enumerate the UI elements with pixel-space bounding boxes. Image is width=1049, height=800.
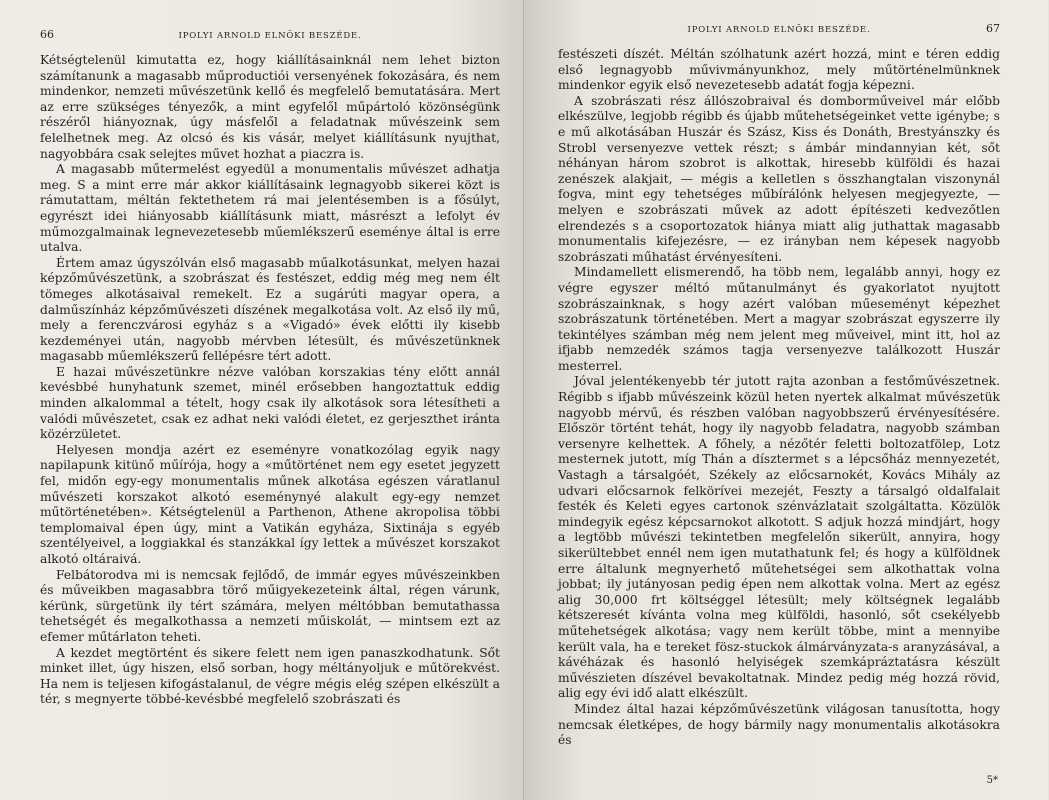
right-running-title: IPOLYI ARNOLD ELNÖKI BESZÉDE. [687,25,871,35]
right-running-head [558,22,1000,35]
paragraph: Mindamellett elismerendő, ha több nem, legalább annyi, hogy ez végre egyszer méltó műtanulmányt és gyakorlatot nyujtott szobrászainknak, s hogy azért valóban műeseményt képezhet szobrászatunk történetében. Mert a magyar szobrászat egyszerre ily tekintélyes számban még nem jelent meg műveivel, mint itt, hol az ifjabb nemzedék számos tagja versenyezve találkozott Huszár mesterrel. [558,265,1000,373]
left-page [0,0,524,800]
left-page-number: 66 [40,28,54,41]
right-body-text [558,47,1000,749]
printer-signature-mark: 5* [986,775,998,786]
paragraph: A szobrászati rész állószobraival és domborműveivel már előbb elkészülve, legjobb régibb és újabb műtehetségeinket vette igénybe; s e mű alkotásában Huszár és Szász, Kiss és Donáth, Brestyánszky és Strobl versenyezve vettek részt; s ámbár mindannyian két, sőt néhányan három szobrot is alkottak, hiresebb külföldi és hazai zenészek alakjait, — mégis a kelletlen s összhangtalan viszonynál fogva, mint egy tehetséges műbírálónk helyesen megjegyezte, — melyen e szobrászati művek az adott építészeti kedvezőtlen elrendezés s a csoportozatok hiánya miatt alig juthattak magasabb monumentalis kifejezésre, — ez irányban nem képesek nagyobb szobrászati műhatást érvényesíteni. [558,93,1000,264]
paragraph: A magasabb műtermelést egyedül a monumentalis művészet adhatja meg. S a mint erre már akkor kiállításaink legnagyobb sikerei közt is rámutattam, méltán fektethetem rá mai jelentésemben is a fősúlyt, egyrészt idei hiányosabb kiállításunk miatt, másrészt a lefolyt év műmozgalmainak legnevezetesebb műemlékszerű eseménye által is erre utalva. [40,162,500,255]
paragraph: Helyesen mondja azért ez eseményre vonatkozólag egyik nagy napilapunk kitünő műírója, hogy a «műtörténet nem egy esetet jegyzett fel, midőn egy-egy monumentalis műnek alkotása egészen váratlanul művészeti korszakot alkotó eseménynyé alakult egy-egy nemzet műtörténetében». Kétségtelenül a Parthenon, Athene akropolisa többi templomaival épen úgy, mint a Vatikán egyháza, Sixtinája s egyéb szentélyeivel, a loggiakkal és stanzákkal így lettek a művészet korszakot alkotó oltáraivá. [40,442,500,566]
paragraph: Jóval jelentékenyebb tér jutott rajta azonban a festőművészetnek. Régibb s ifjabb művészeink közül heten nyertek alkalmat művészetük nagyobb mérvű, és részben valóban nagyobbszerű érvényesítésére. Először történt tehát, hogy ily nagyobb feladatra, nagyobb számban versenyre kelhettek. A főhely, a nézőtér feletti boltozatfölep, Lotz mesternek jutott, míg Thán a dísztermet s a lépcsőház mennyezetét, Vastagh a társalgóét, Székely az előcsarnokét, Kovács Mihály az udvari előcsarnok felkörívei mezejét, Feszty a társalgó oldalfalait festék és Keleti egyes cartonok szénvázlatait szolgáltatta. Közülök mindegyik egész képcsarnokot alkotott. S adjuk hozzá mindjárt, hogy a legtöbb művészi tekintetben megfelelőn sikerült, annyira, hogy sikerültebbet ennél nem igen mutathatunk fel; és hogy a külföldnek erre általunk megnyerhető műtehetségei sem alkothattak volna jobbat; ily jutányosan pedig épen nem alkottak volna. Mert az egész alig 30,000 frt költséggel létesült; mely költségnek legalább kétszeresét kívánta volna meg külföldi, hasonló, sőt csekélyebb műtehetségek alkotása; vagy nem került többe, mint a mennyibe került vala, ha e tereket fösz-stuckok álmárványzata-s aranyzásával, a kávéházak és hasonló helyiségek szemkápráztatásra készült művészieten díszével bevakoltatnak. Mindez pedig még hozzá rövid, alig egy évi idő alatt elkészült. [558,374,1000,701]
left-running-title: IPOLYI ARNOLD ELNÖKI BESZÉDE. [178,31,362,41]
paragraph: A kezdet megtörtént és sikere felett nem igen panaszkodhatunk. Sőt minket illet, úgy hiszen, első sorban, hogy méltányoljuk e műtörekvést. Ha nem is teljesen kifogástalanul, de végre mégis elég szépen elkészült a tér, s megnyerte többé-kevésbbé megfelelő szobrászati és [40,645,500,707]
left-running-head [40,28,500,41]
right-page-number: 67 [986,22,1000,35]
paragraph: Értem amaz úgyszólván első magasabb műalkotásunkat, melyen hazai képzőművészetünk, a szobrászat és festészet, eddig még meg nem élt tömeges alkotásaival remekelt. Ez a sugárúti magyar opera, a dalműszínház képzőművészeti díszének megalkotása volt. Az első ily mű, mely a ferenczvárosi egyház s a «Vigadó» évek előtti ily kisebb kezdeményei után, nagyobb mérvben létesült, és művészetünknek magasabb műemlékszerű fellépésre tért adott. [40,255,500,364]
paragraph: festészeti díszét. Méltán szólhatunk azért hozzá, mint e téren eddig első legnagyobb művivmányunkhoz, mely műtörténelmünknek mindenkor egyik első nevezetesebb adatát fogja képezni. [558,47,1000,93]
left-body-text [40,53,500,708]
paragraph: Felbátorodva mi is nemcsak fejlődő, de immár egyes művészeinkben és műveikben magasabbra törő műigyekezeteink által, régen várunk, kérünk, sürgetünk ily tért számára, melyen méltóbban bemutathassa tehetségét és megalkothassa a nemzeti műiskolát, — mintsem ezt az efemer műtárlaton teheti. [40,567,500,644]
paragraph: E hazai művészetünkre nézve valóban korszakias tény előtt annál kevésbbé hunyhatunk szemet, minél erősebben hangoztattuk eddig minden alkalommal a tételt, hogy csak ily alkotások sora létesítheti a valódi művészetet, csak ez adhat neki valódi életet, ez gerjeszthet irántа közérzületet. [40,364,500,442]
paragraph: Mindez által hazai képzőművészetünk világosan tanusította, hogy nemcsak életképes, de hogy bármily nagy monumentalis alkotásokra és [558,701,1000,748]
right-page [524,0,1048,800]
paragraph: Kétségtelenül kimutatta ez, hogy kiállításainknál nem lehet bizton számítanunk a magasabb műproductiói versenyének fokozására, és nem mindenkor, nemzeti művészetünk kellő és megfelelő bemutatására. Mert az erre szükséges tényezők, a mint egyfelől műpártoló közönségünk részéről hiányoznak, úgy másfelől a feladatnak művészeink sem felelhetnek meg. Az olcsó és kis vásár, melyet kiállításunk nyujthat, nagyobbára csak selejtes művet hozhat a piaczra is. [40,53,500,161]
